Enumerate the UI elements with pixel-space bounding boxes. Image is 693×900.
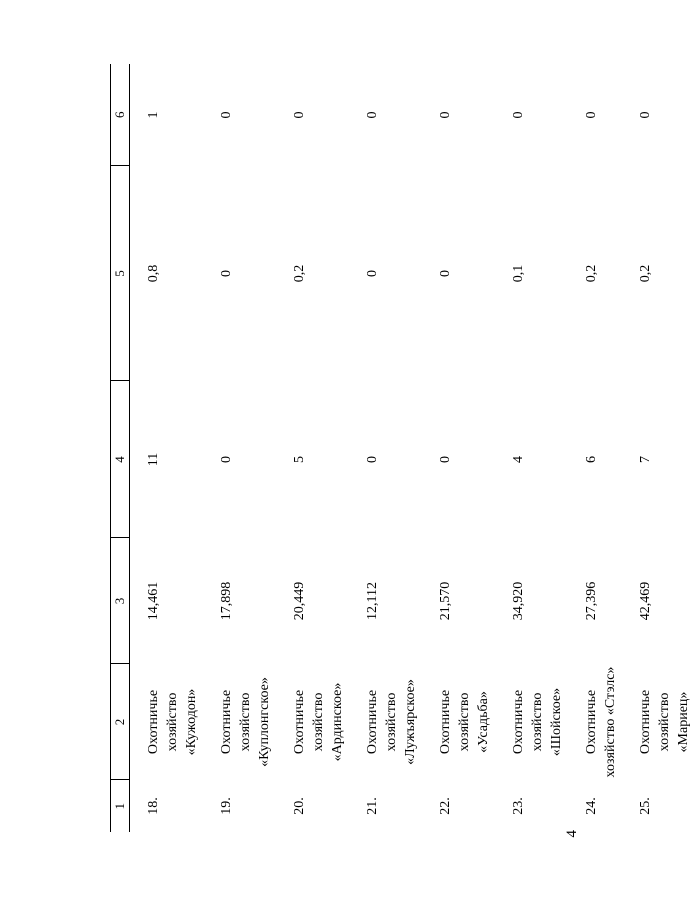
estate-name-line: Охотничье <box>584 689 599 755</box>
cell-c3: 42,469 <box>638 581 653 621</box>
cell-c6: 0 <box>584 111 599 119</box>
cell-c5: 0 <box>219 270 234 277</box>
cell-c5: 0,2 <box>292 264 307 283</box>
page-number: 4 <box>564 830 580 838</box>
cell-c5: 0 <box>438 270 453 277</box>
estate-name-line: «Шойское» <box>549 687 564 757</box>
cell-c3: 27,396 <box>584 581 599 621</box>
data-table <box>110 64 693 832</box>
estate-name-line: «Кужодон» <box>184 688 199 756</box>
header-col-1: 1 <box>111 780 130 832</box>
row-number: 21. <box>365 797 380 815</box>
table-row <box>620 64 693 832</box>
table-row <box>347 64 420 832</box>
estate-name-line: «Куплонгское» <box>257 677 272 767</box>
cell-c5: 0,2 <box>638 264 653 283</box>
table-row <box>420 64 493 832</box>
cell-c3: 34,920 <box>511 581 526 621</box>
estate-name <box>420 664 493 780</box>
row-number: 23. <box>511 797 526 815</box>
cell-c6: 0 <box>638 111 653 119</box>
cell-c3: 21,570 <box>438 581 453 621</box>
row-number: 24. <box>584 797 599 815</box>
table-row <box>201 64 274 832</box>
estate-name-line: хозяйство <box>384 692 399 752</box>
header-col-2: 2 <box>111 664 130 780</box>
cell-c3: 12,112 <box>365 582 380 620</box>
cell-c6: 0 <box>511 111 526 119</box>
cell-c3: 14,461 <box>146 581 161 621</box>
estate-name-line: «Лужъярское» <box>403 679 418 765</box>
estate-name-line: хозяйство <box>311 692 326 752</box>
row-number: 25. <box>638 797 653 815</box>
estate-name-line: хозяйство «Стэлс» <box>603 666 618 778</box>
estate-name-line: Охотничье <box>146 689 161 755</box>
cell-c6: 1 <box>146 111 161 119</box>
estate-name-line: «Ардинское» <box>330 682 345 762</box>
estate-name-line: Охотничье <box>365 689 380 755</box>
estate-name <box>347 664 420 780</box>
row-number: 19. <box>219 797 234 815</box>
cell-c3: 17,898 <box>219 581 234 621</box>
header-col-6: 6 <box>111 64 130 166</box>
cell-c6: 0 <box>219 111 234 119</box>
row-number: 18. <box>146 797 161 815</box>
cell-c4: 7 <box>638 456 653 463</box>
estate-name-line: хозяйство <box>165 692 180 752</box>
cell-c6: 0 <box>365 111 380 119</box>
estate-name-line: хозяйство «Мариец» <box>657 691 691 753</box>
estate-name <box>566 664 620 780</box>
estate-name-line: хозяйство <box>238 692 253 752</box>
estate-name <box>274 664 347 780</box>
estate-name-line: Охотничье <box>438 689 453 755</box>
cell-c4: 0 <box>365 456 380 463</box>
table-row <box>493 64 566 832</box>
cell-c5: 0,8 <box>146 264 161 283</box>
estate-name <box>201 664 274 780</box>
table-body <box>130 64 693 832</box>
table-header-row <box>111 64 130 832</box>
row-number: 20. <box>292 797 307 815</box>
cell-c5: 0,2 <box>584 264 599 283</box>
header-col-4: 4 <box>111 381 130 538</box>
cell-c4: 4 <box>511 456 526 463</box>
estate-name <box>620 664 693 780</box>
cell-c4: 0 <box>438 456 453 463</box>
estate-name-line: Охотничье <box>511 689 526 755</box>
table-row <box>566 64 620 832</box>
estate-name-line: хозяйство «Усадьба» <box>457 691 491 753</box>
estate-name-line: Охотничье <box>638 689 653 755</box>
table-row <box>274 64 347 832</box>
estate-name <box>130 664 202 780</box>
header-col-5: 5 <box>111 166 130 381</box>
cell-c3: 20,449 <box>292 581 307 621</box>
table-row <box>130 64 202 832</box>
estate-name <box>493 664 566 780</box>
row-number: 22. <box>438 797 453 815</box>
cell-c4: 5 <box>292 456 307 463</box>
estate-name-line: хозяйство <box>530 692 545 752</box>
cell-c6: 0 <box>438 111 453 119</box>
cell-c4: 11 <box>146 452 161 467</box>
header-col-3: 3 <box>111 538 130 664</box>
estate-name-line: Охотничье <box>292 689 307 755</box>
cell-c4: 6 <box>584 456 599 463</box>
cell-c5: 0 <box>365 270 380 277</box>
cell-c6: 0 <box>292 111 307 119</box>
cell-c4: 0 <box>219 456 234 463</box>
cell-c5: 0,1 <box>511 264 526 283</box>
estate-name-line: Охотничье <box>219 689 234 755</box>
